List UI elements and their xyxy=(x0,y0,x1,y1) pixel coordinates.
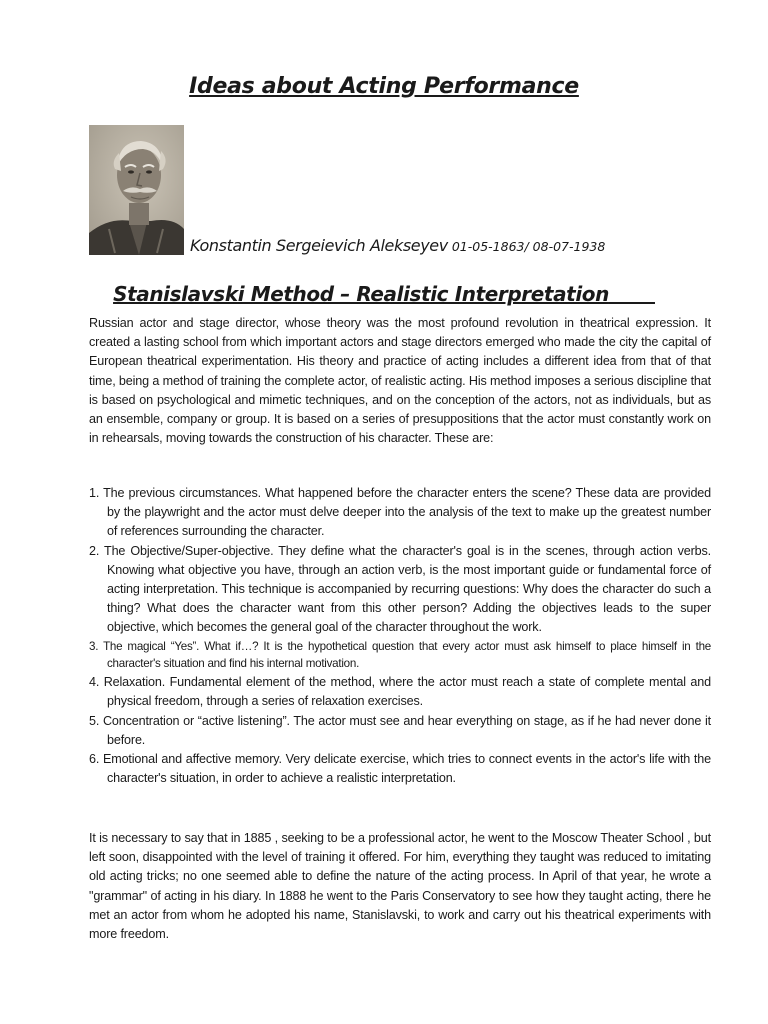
list-item: 6. Emotional and affective memory. Very delicate exercise, which tries to connect events in the actor's life with the character's situation, in order to achieve a realistic interpretation. xyxy=(89,752,711,786)
method-points-list xyxy=(89,484,711,788)
list-item: 3. The magical “Yes”. What if…? It is the hypothetical question that every actor must ask himself to place himself in the character's situation and find his internal motivation. xyxy=(89,639,711,671)
intro-paragraph: Russian actor and stage director, whose theory was the most profound revolution in theatrical expression. It created a lasting school from which important actors and stage directors emerged who made the city the capital of European theatrical experimentation. His theory and practice of acting includes a different idea from that of that time, being a method of training the complete actor, of realistic acting. His method imposes a serious discipline that is based on psychological and mimetic techniques, and on the conception of the actors, not as individuals, but as an ensemble, company or group. It is based on a series of presuppositions that the actor must constantly work on in rehearsals, moving towards the construction of his character. These are: xyxy=(89,316,711,446)
list-item: 1. The previous circumstances. What happened before the character enters the scene? These data are provided by the playwright and the actor must delve deeper into the analysis of the text to make up the greatest number of references surrounding the character. xyxy=(89,486,711,539)
portrait-image xyxy=(89,125,184,255)
section-title xyxy=(0,282,768,306)
subject-name: Konstantin Sergeievich Alekseyev xyxy=(190,236,448,255)
subject-caption xyxy=(190,236,605,255)
section-title-text: Stanislavski Method – Realistic Interpretation xyxy=(113,282,609,306)
list-item: 5. Concentration or “active listening”. The actor must see and hear everything on stage, as if he had never done it before. xyxy=(89,713,711,747)
list-item: 4. Relaxation. Fundamental element of the method, where the actor must reach a state of complete mental and physical freedom, through a series of relaxation exercises. xyxy=(89,675,711,709)
subject-dates: 01-05-1863/ 08-07-1938 xyxy=(451,239,606,254)
closing-paragraph: It is necessary to say that in 1885 , seeking to be a professional actor, he went to the Moscow Theater School , but left soon, disappointed with the level of training it offered. For him, everything they taught was reduced to imitating old acting tricks; no one seemed able to define the nature of the acting process. In April of that year, he wrote a "grammar" of acting in his diary. In 1888 he went to the Paris Conservatory to see how they taught acting, there he met an actor from whom he adopted his name, Stanislavski, to work and carry out his theatrical experiments with more freedom. xyxy=(89,831,711,942)
document-title: Ideas about Acting Performance xyxy=(189,74,579,99)
list-item: 2. The Objective/Super-objective. They define what the character's goal is in the scenes, through action verbs. Knowing what objective you have, through an action verb, is the most important guide or fundamental force of acting interpretation. This technique is accompanied by recurring questions: Why does the character do such a thing? What does the character want from this other person? Adding the objectives leads to the super objective, which becomes the general goal of the character throughout the work. xyxy=(89,543,711,635)
portrait-photo xyxy=(89,125,184,255)
